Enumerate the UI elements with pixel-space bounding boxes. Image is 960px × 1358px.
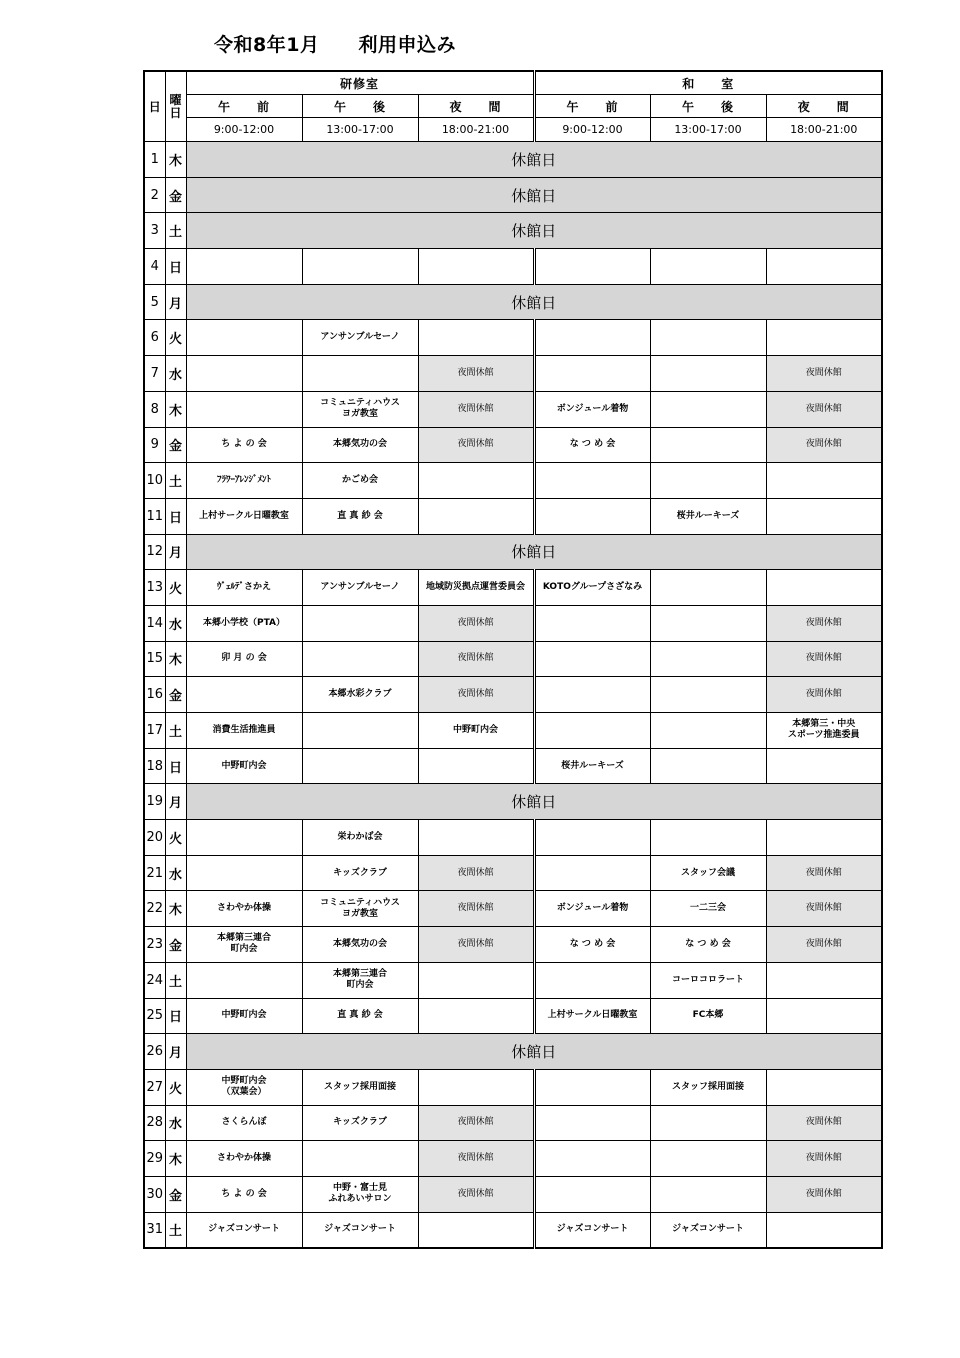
day-number: 31 [144,1212,165,1248]
booking-cell: な つ め 会 [534,927,650,963]
booking-cell: 一二三会 [650,891,766,927]
slot-header: 午 後 [302,95,418,118]
booking-cell [650,356,766,392]
booking-cell: キッズクラブ [302,855,418,891]
day-of-week: 金 [165,177,186,213]
table-row [144,927,882,963]
day-number: 5 [144,284,165,320]
booking-cell: KOTOグループさざなみ [534,570,650,606]
booking-cell: 本郷水彩クラブ [302,677,418,713]
booking-cell [186,391,302,427]
table-row [144,498,882,534]
booking-cell [418,320,534,356]
booking-cell [534,713,650,749]
slot-header: 夜 間 [418,95,534,118]
booking-cell [650,391,766,427]
day-number: 1 [144,142,165,178]
slot-header: 午 前 [534,95,650,118]
booking-cell: 夜間休館 [418,391,534,427]
booking-cell: 桜井ルーキーズ [534,748,650,784]
day-header: 日 [144,71,165,142]
day-number: 11 [144,498,165,534]
day-number: 30 [144,1176,165,1212]
room-header-training: 研修室 [186,71,534,95]
booking-cell [650,677,766,713]
booking-cell [302,1141,418,1177]
day-of-week: 月 [165,784,186,820]
booking-cell [650,1141,766,1177]
booking-cell: 本郷気功の会 [302,927,418,963]
booking-cell: 中野町内会 [186,998,302,1034]
booking-cell: ﾌﾗﾜｰｱﾚﾝｼﾞﾒﾝﾄ [186,463,302,499]
day-number: 29 [144,1141,165,1177]
day-number: 19 [144,784,165,820]
booking-cell: ち よ の 会 [186,427,302,463]
booking-cell [418,249,534,285]
day-number: 8 [144,391,165,427]
booking-cell: ｳﾞｪﾙﾃﾞさかえ [186,570,302,606]
booking-cell: 夜間休館 [766,641,882,677]
booking-cell: 夜間休館 [766,891,882,927]
day-of-week: 火 [165,820,186,856]
booking-cell [186,249,302,285]
day-of-week: 木 [165,391,186,427]
booking-cell: ジャズコンサート [534,1212,650,1248]
booking-cell: 夜間休館 [418,641,534,677]
day-number: 20 [144,820,165,856]
booking-cell: 上村サークル日曜教室 [186,498,302,534]
booking-cell [766,998,882,1034]
table-row [144,1069,882,1105]
booking-cell [186,320,302,356]
slot-header: 夜 間 [766,95,882,118]
day-number: 15 [144,641,165,677]
table-row [144,427,882,463]
day-of-week: 土 [165,463,186,499]
booking-cell: アンサンブルセーノ [302,570,418,606]
booking-cell: 夜間休館 [418,1176,534,1212]
booking-cell [766,463,882,499]
table-row [144,1176,882,1212]
table-row [144,320,882,356]
table-row [144,998,882,1034]
booking-cell [534,962,650,998]
table-row [144,1212,882,1248]
booking-cell [766,320,882,356]
table-row [144,213,882,249]
booking-cell [418,1212,534,1248]
booking-cell [650,713,766,749]
booking-cell: コーロコロラート [650,962,766,998]
booking-cell: ジャズコンサート [650,1212,766,1248]
table-row [144,1034,882,1070]
booking-cell: 消費生活推進員 [186,713,302,749]
table-row [144,962,882,998]
booking-cell: 本郷気功の会 [302,427,418,463]
table-row [144,605,882,641]
booking-cell: ち よ の 会 [186,1176,302,1212]
day-of-week: 土 [165,1212,186,1248]
booking-cell [766,820,882,856]
booking-cell: かごめ会 [302,463,418,499]
day-of-week: 日 [165,748,186,784]
booking-cell [534,249,650,285]
booking-cell [534,820,650,856]
day-number: 23 [144,927,165,963]
booking-cell [302,748,418,784]
booking-cell: アンサンブルセーノ [302,320,418,356]
booking-cell: FC本郷 [650,998,766,1034]
booking-cell [418,1069,534,1105]
booking-cell [186,962,302,998]
day-of-week: 土 [165,962,186,998]
table-row [144,713,882,749]
booking-cell [418,748,534,784]
day-of-week: 木 [165,641,186,677]
day-of-week: 月 [165,1034,186,1070]
table-row [144,356,882,392]
booking-cell [186,677,302,713]
table-row [144,784,882,820]
closed-day-cell: 休館日 [186,784,882,820]
day-of-week: 日 [165,249,186,285]
day-number: 27 [144,1069,165,1105]
table-row [144,1105,882,1141]
booking-cell [766,570,882,606]
booking-cell [766,249,882,285]
booking-cell: スタッフ採用面接 [650,1069,766,1105]
booking-cell [650,249,766,285]
booking-cell: 中野町内会 [186,748,302,784]
table-row [144,391,882,427]
day-of-week: 金 [165,927,186,963]
booking-cell: 夜間休館 [766,927,882,963]
booking-cell [650,820,766,856]
booking-cell [186,855,302,891]
day-number: 7 [144,356,165,392]
booking-cell: さわやか体操 [186,1141,302,1177]
booking-cell: さくらんぼ [186,1105,302,1141]
booking-cell [650,570,766,606]
day-of-week: 火 [165,570,186,606]
booking-cell: 夜間休館 [766,855,882,891]
booking-cell: ボンジュール着物 [534,891,650,927]
day-number: 18 [144,748,165,784]
booking-cell: 本郷小学校（PTA） [186,605,302,641]
slot-header: 午 前 [186,95,302,118]
slot-header: 午 後 [650,95,766,118]
booking-cell [534,1176,650,1212]
day-of-week: 水 [165,855,186,891]
schedule-table [143,70,883,1249]
page-title: 令和8年1月 利用申込み [214,34,456,56]
closed-day-cell: 休館日 [186,213,882,249]
booking-cell: な つ め 会 [650,927,766,963]
booking-cell: 夜間休館 [766,1141,882,1177]
booking-cell: コミュニティハウス ヨガ教室 [302,391,418,427]
table-row [144,677,882,713]
booking-cell: 夜間休館 [766,605,882,641]
day-of-week: 月 [165,284,186,320]
booking-cell [418,962,534,998]
booking-cell [418,820,534,856]
time-header: 9:00-12:00 [186,118,302,142]
day-number: 24 [144,962,165,998]
booking-cell [534,641,650,677]
booking-cell [650,427,766,463]
booking-cell: さわやか体操 [186,891,302,927]
day-of-week: 火 [165,1069,186,1105]
booking-cell: コミュニティハウス ヨガ教室 [302,891,418,927]
day-number: 13 [144,570,165,606]
day-of-week: 金 [165,1176,186,1212]
booking-cell: 直 真 紗 会 [302,998,418,1034]
booking-cell [766,1069,882,1105]
booking-cell [418,498,534,534]
booking-cell [650,605,766,641]
booking-cell: 夜間休館 [418,1141,534,1177]
table-row [144,249,882,285]
closed-day-cell: 休館日 [186,534,882,570]
table-row [144,641,882,677]
booking-cell [534,320,650,356]
booking-cell: 直 真 紗 会 [302,498,418,534]
day-of-week: 水 [165,605,186,641]
booking-cell [534,677,650,713]
day-number: 10 [144,463,165,499]
table-row [144,284,882,320]
booking-cell: スタッフ採用面接 [302,1069,418,1105]
booking-cell [534,605,650,641]
day-of-week: 金 [165,677,186,713]
booking-cell: 夜間休館 [418,677,534,713]
booking-cell: ボンジュール着物 [534,391,650,427]
booking-cell [302,356,418,392]
time-header: 9:00-12:00 [534,118,650,142]
day-number: 22 [144,891,165,927]
booking-cell: 中野町内会 [418,713,534,749]
booking-cell: 夜間休館 [418,427,534,463]
day-of-week: 火 [165,320,186,356]
closed-day-cell: 休館日 [186,142,882,178]
booking-cell: 中野・富士見 ふれあいサロン [302,1176,418,1212]
booking-cell [418,463,534,499]
table-row [144,748,882,784]
booking-cell: 本郷第三連合 町内会 [186,927,302,963]
booking-cell [534,855,650,891]
table-row [144,463,882,499]
booking-cell [766,1212,882,1248]
day-of-week: 土 [165,713,186,749]
booking-cell [302,249,418,285]
closed-day-cell: 休館日 [186,1034,882,1070]
booking-cell: スタッフ会議 [650,855,766,891]
day-of-week: 水 [165,1105,186,1141]
booking-cell [302,713,418,749]
booking-cell: 夜間休館 [766,677,882,713]
dow-header: 曜 日 [165,71,186,142]
day-number: 12 [144,534,165,570]
day-of-week: 土 [165,213,186,249]
booking-cell [186,356,302,392]
day-number: 16 [144,677,165,713]
day-number: 26 [144,1034,165,1070]
booking-cell: 夜間休館 [418,927,534,963]
table-row [144,1141,882,1177]
day-of-week: 木 [165,1141,186,1177]
table-row [144,891,882,927]
booking-cell [650,641,766,677]
day-of-week: 木 [165,142,186,178]
day-number: 4 [144,249,165,285]
booking-cell [650,463,766,499]
booking-cell [766,748,882,784]
day-number: 25 [144,998,165,1034]
booking-cell [534,463,650,499]
booking-cell [650,1105,766,1141]
booking-cell [534,498,650,534]
time-header: 13:00-17:00 [650,118,766,142]
booking-cell [766,962,882,998]
table-row [144,820,882,856]
booking-cell: 栄わかば会 [302,820,418,856]
day-of-week: 日 [165,498,186,534]
day-of-week: 水 [165,356,186,392]
booking-cell: 夜間休館 [766,427,882,463]
booking-cell: ジャズコンサート [186,1212,302,1248]
booking-cell: 上村サークル日曜教室 [534,998,650,1034]
day-of-week: 日 [165,998,186,1034]
day-number: 28 [144,1105,165,1141]
table-row [144,142,882,178]
booking-cell: 夜間休館 [766,356,882,392]
booking-cell [650,320,766,356]
day-number: 21 [144,855,165,891]
table-row [144,177,882,213]
closed-day-cell: 休館日 [186,177,882,213]
booking-cell [534,356,650,392]
booking-cell: 夜間休館 [766,1176,882,1212]
booking-cell [650,748,766,784]
time-header: 18:00-21:00 [418,118,534,142]
booking-cell: 夜間休館 [418,855,534,891]
time-header: 13:00-17:00 [302,118,418,142]
room-header-japanese: 和 室 [534,71,882,95]
booking-cell [302,605,418,641]
booking-cell: な つ め 会 [534,427,650,463]
booking-cell: 卯 月 の 会 [186,641,302,677]
closed-day-cell: 休館日 [186,284,882,320]
table-row [144,534,882,570]
day-number: 17 [144,713,165,749]
booking-cell: ジャズコンサート [302,1212,418,1248]
day-of-week: 月 [165,534,186,570]
booking-cell [418,998,534,1034]
booking-cell: 本郷第三・中央 スポーツ推進委員 [766,713,882,749]
table-row [144,570,882,606]
booking-cell [186,820,302,856]
booking-cell [766,498,882,534]
day-of-week: 木 [165,891,186,927]
booking-cell: 夜間休館 [766,391,882,427]
booking-cell: 本郷第三連合 町内会 [302,962,418,998]
booking-cell: 夜間休館 [418,356,534,392]
day-number: 3 [144,213,165,249]
day-number: 2 [144,177,165,213]
day-number: 9 [144,427,165,463]
booking-cell [650,1176,766,1212]
booking-cell: 夜間休館 [766,1105,882,1141]
booking-cell: 桜井ルーキーズ [650,498,766,534]
booking-cell: 地域防災拠点運営委員会 [418,570,534,606]
booking-cell: 中野町内会 （双葉会） [186,1069,302,1105]
booking-cell [534,1141,650,1177]
time-header: 18:00-21:00 [766,118,882,142]
day-number: 6 [144,320,165,356]
booking-cell: 夜間休館 [418,605,534,641]
booking-cell: 夜間休館 [418,891,534,927]
booking-cell: キッズクラブ [302,1105,418,1141]
table-row [144,855,882,891]
day-number: 14 [144,605,165,641]
booking-cell [534,1105,650,1141]
booking-cell [302,641,418,677]
day-of-week: 金 [165,427,186,463]
booking-cell [534,1069,650,1105]
booking-cell: 夜間休館 [418,1105,534,1141]
